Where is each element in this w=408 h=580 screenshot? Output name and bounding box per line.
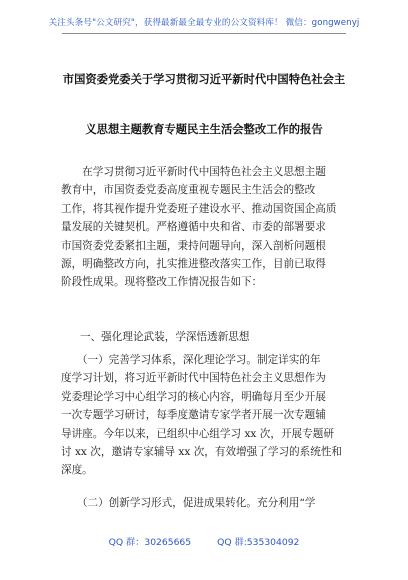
section-2-paragraph — [61, 494, 349, 512]
paragraph-line: 市国资委党委紧扣主题，秉持问题导向，深入剖析问题根 — [61, 239, 326, 252]
header-divider — [62, 33, 346, 34]
paragraph-line: 一次专题学习研讨，每季度邀请专家学者开展一次专题辅 — [61, 409, 326, 422]
section-heading-1: 一、强化理论武装，学深悟透新思想 — [80, 331, 250, 343]
intro-paragraph — [61, 163, 349, 292]
paragraph-line: 工作，将其视作提升党委班子建设水平、推动国资国企高质 — [61, 202, 337, 215]
paragraph-line: 量发展的关键契机。严格遵循中央和省、市委的部署要求 — [61, 221, 326, 234]
paragraph-line: 讨 xx 次，邀请专家辅导 xx 次，有效增强了学习的系统性和 — [61, 445, 343, 458]
paragraph-line: （二）创新学习形式，促进成果转化。充分利用“学 — [61, 497, 316, 509]
section-1-paragraph — [61, 351, 349, 480]
paragraph-line: 导讲座。今年以来，已组织中心组学习 xx 次，开展专题研 — [61, 427, 334, 440]
paragraph-line: 阶段性成果。现将整改工作情况报告如下： — [61, 276, 263, 289]
header-banner: 关注头条号"公文研究"，获得最新最全最专业的公文资料库！ 微信：gongwenyj — [48, 18, 360, 28]
footer-qq-group-1: QQ 群：30265665 — [108, 537, 192, 548]
document-title-line-2: 义思想主题教育专题民主生活会整改工作的报告 — [85, 123, 323, 136]
footer-contact — [0, 534, 408, 548]
paragraph-line: 深度。 — [61, 464, 93, 477]
paragraph-line: 党委理论学习中心组学习的核心内容，明确每月至少开展 — [61, 390, 326, 403]
paragraph-line: 教育中，市国资委党委高度重视专题民主生活会的整改 — [61, 184, 316, 197]
footer-qq-group-2: QQ 群:535304092 — [217, 537, 300, 548]
paragraph-line: 源，明确整改方向，扎实推进整改落实工作，目前已取得 — [61, 257, 326, 270]
paragraph-line: 度学习计划，将习近平新时代中国特色社会主义思想作为 — [61, 372, 326, 385]
paragraph-line: 在学习贯彻习近平新时代中国特色社会主义思想主题 — [61, 166, 326, 178]
paragraph-line: （一）完善学习体系，深化理论学习。制定详实的年 — [61, 354, 321, 366]
document-title-line-1: 市国资委党委关于学习贯彻习近平新时代中国特色社会主 — [62, 73, 346, 86]
